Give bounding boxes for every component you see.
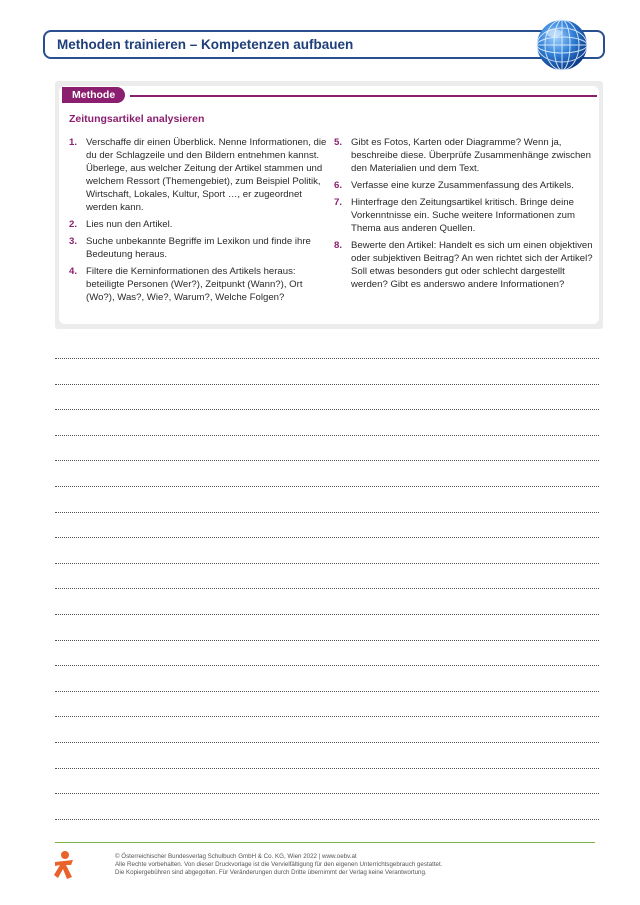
method-divider <box>130 95 597 97</box>
footer-copyright <box>115 853 595 877</box>
step-number: 2. <box>69 219 78 230</box>
writing-line <box>55 665 599 666</box>
writing-line <box>55 435 599 436</box>
writing-line <box>55 563 599 564</box>
writing-line <box>55 358 599 359</box>
step-item <box>69 136 327 214</box>
step-item <box>69 218 327 231</box>
writing-line <box>55 819 599 820</box>
step-item <box>334 239 596 291</box>
writing-line <box>55 537 599 538</box>
writing-line <box>55 640 599 641</box>
section-title: Zeitungsartikel analysieren <box>69 113 205 125</box>
writing-line <box>55 742 599 743</box>
writing-line <box>55 691 599 692</box>
step-number: 5. <box>334 137 343 148</box>
step-text: Filtere die Kerninformationen des Artikels heraus: beteiligte Personen (Wer?), Zeitpunkt (Wann?), Ort (Wo?), Was?, Wie?, Warum?, Welche Folgen? <box>86 266 303 303</box>
step-text: Gibt es Fotos, Karten oder Diagramme? Wenn ja, beschreibe diese. Überprüfe Zusammenhänge zwischen den Materialien und dem Text. <box>351 137 591 174</box>
writing-line <box>55 588 599 589</box>
step-number: 7. <box>334 197 343 208</box>
step-item <box>69 235 327 261</box>
step-item <box>334 196 596 235</box>
step-text: Verschaffe dir einen Überblick. Nenne Informationen, die du der Schlagzeile und den Bildern entnehmen kannst. Überlege, aus welcher Zeitung der Artikel stammen und welchem Ressort (Themengebiet), zum Beispiel Politik, Wirtschaft, Lokales, Kultur, Sport …, er zugeordnet werden kann. <box>86 137 327 213</box>
step-number: 3. <box>69 236 78 247</box>
method-tag: Methode <box>62 87 125 103</box>
steps-right-column <box>334 136 596 295</box>
writing-line <box>55 384 599 385</box>
step-text: Bewerte den Artikel: Handelt es sich um einen objektiven oder subjektiven Beitrag? An wen richtet sich der Artikel? Soll etwas besonders gut oder schlecht dargestellt werden? Gibt es anderswo andere Informationen? <box>351 240 593 290</box>
step-text: Lies nun den Artikel. <box>86 219 173 230</box>
footer-line: Alle Rechte vorbehalten. Von dieser Druckvorlage ist die Vervielfältigung für den eigenen Unterrichtsgebrauch gestattet. <box>115 861 443 868</box>
step-number: 4. <box>69 266 78 277</box>
writing-line <box>55 512 599 513</box>
oebv-logo-icon <box>52 850 76 880</box>
step-item <box>334 136 596 175</box>
step-number: 8. <box>334 240 343 251</box>
writing-line <box>55 716 599 717</box>
writing-line <box>55 614 599 615</box>
writing-line <box>55 409 599 410</box>
step-number: 6. <box>334 180 343 191</box>
footer-line: © Österreichischer Bundesverlag Schulbuch GmbH & Co. KG, Wien 2022 | www.oebv.at <box>115 853 357 860</box>
writing-line <box>55 486 599 487</box>
step-text: Suche unbekannte Begriffe im Lexikon und finde ihre Bedeutung heraus. <box>86 236 311 260</box>
page-title: Methoden trainieren – Kompetenzen aufbauen <box>57 37 354 52</box>
step-text: Verfasse eine kurze Zusammenfassung des Artikels. <box>351 180 574 191</box>
writing-line <box>55 460 599 461</box>
step-item <box>334 179 596 192</box>
step-item <box>69 265 327 304</box>
step-number: 1. <box>69 137 78 148</box>
step-text: Hinterfrage den Zeitungsartikel kritisch. Bringe deine Vorkenntnisse ein. Suche weitere Informationen zum Thema aus anderen Quellen. <box>351 197 575 234</box>
writing-line <box>55 768 599 769</box>
footer-rule <box>55 842 595 843</box>
writing-line <box>55 793 599 794</box>
steps-left-column <box>69 136 327 308</box>
globe-icon <box>535 18 589 72</box>
footer-line: Die Kopiergebühren sind abgegolten. Für Veränderungen durch Dritte übernimmt der Verlag keine Verantwortung. <box>115 869 427 876</box>
